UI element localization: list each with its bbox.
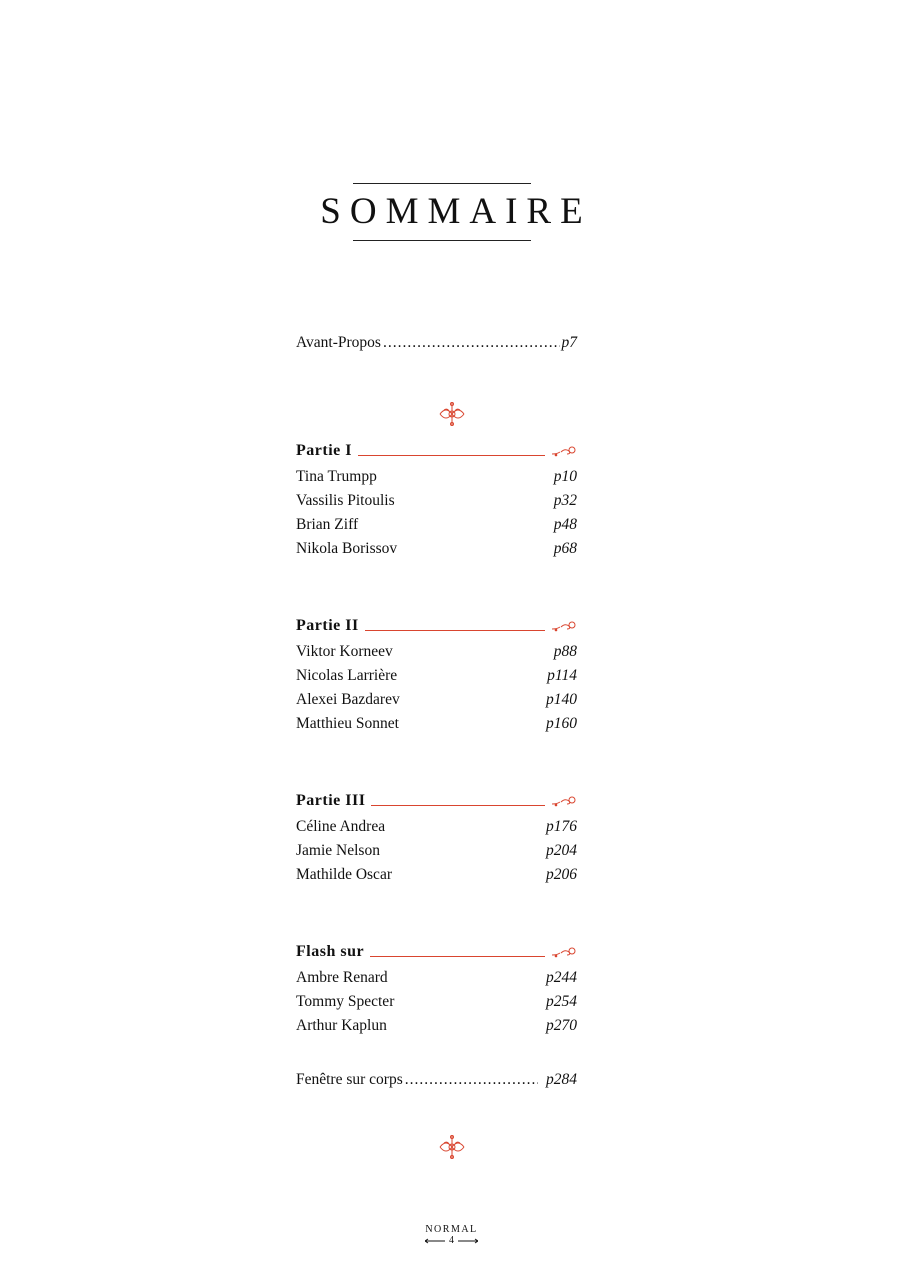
leader-dots xyxy=(405,1071,538,1089)
intro-page: p7 xyxy=(561,334,577,351)
intro-label: Avant-Propos xyxy=(296,334,381,351)
section-flash-sur xyxy=(296,941,577,1041)
toc-entry[interactable]: Matthieu Sonnet p160 xyxy=(296,715,577,732)
page-number-block xyxy=(0,1235,903,1246)
section-title: Partie I xyxy=(296,442,352,459)
section-title: Flash sur xyxy=(296,943,365,960)
title-rule-top xyxy=(353,183,531,184)
section-rule xyxy=(358,455,545,456)
flourish-icon xyxy=(551,794,577,808)
toc-entry[interactable]: Jamie Nelson p204 xyxy=(296,842,577,859)
toc-entry[interactable]: Tommy Specter p254 xyxy=(296,993,577,1010)
floral-ornament-icon xyxy=(437,1133,467,1161)
section-rule xyxy=(371,805,545,806)
title-rule-bottom xyxy=(353,240,531,241)
flourish-icon xyxy=(551,444,577,458)
page-title: SOMMAIRE xyxy=(320,191,592,232)
section-rule xyxy=(370,956,545,957)
toc-entry[interactable]: Nicolas Larrière p114 xyxy=(296,667,577,684)
intro-entry[interactable] xyxy=(296,334,577,358)
page-number: 4 xyxy=(449,1235,454,1246)
closing-label: Fenêtre sur corps xyxy=(296,1071,403,1088)
arrow-right-icon xyxy=(458,1238,478,1244)
section-title: Partie III xyxy=(296,792,366,809)
closing-page: p284 xyxy=(546,1071,577,1088)
arrow-left-icon xyxy=(425,1238,445,1244)
toc-entry[interactable]: Brian Ziff p48 xyxy=(296,516,577,533)
section-partie-1 xyxy=(296,440,577,564)
page-footer xyxy=(0,1224,903,1246)
toc-entry[interactable]: Alexei Bazdarev p140 xyxy=(296,691,577,708)
leader-dots xyxy=(383,334,560,352)
toc-entry[interactable]: Nikola Borissov p68 xyxy=(296,540,577,557)
toc-entry[interactable]: Vassilis Pitoulis p32 xyxy=(296,492,577,509)
toc-entry[interactable]: Ambre Renard p244 xyxy=(296,969,577,986)
ornament-bottom xyxy=(0,1133,903,1161)
flourish-icon xyxy=(551,619,577,633)
ornament-top xyxy=(0,400,903,428)
toc-entry[interactable]: Viktor Korneev p88 xyxy=(296,643,577,660)
magazine-name: NORMAL xyxy=(425,1224,478,1235)
closing-entry[interactable] xyxy=(296,1071,577,1095)
section-partie-2 xyxy=(296,615,577,739)
toc-entry[interactable]: Tina Trumpp p10 xyxy=(296,468,577,485)
toc-entry[interactable]: Céline Andrea p176 xyxy=(296,818,577,835)
toc-entry[interactable]: Arthur Kaplun p270 xyxy=(296,1017,577,1034)
section-title: Partie II xyxy=(296,617,359,634)
toc-entry[interactable]: Mathilde Oscar p206 xyxy=(296,866,577,883)
section-partie-3 xyxy=(296,790,577,890)
flourish-icon xyxy=(551,945,577,959)
floral-ornament-icon xyxy=(437,400,467,428)
section-rule xyxy=(365,630,545,631)
